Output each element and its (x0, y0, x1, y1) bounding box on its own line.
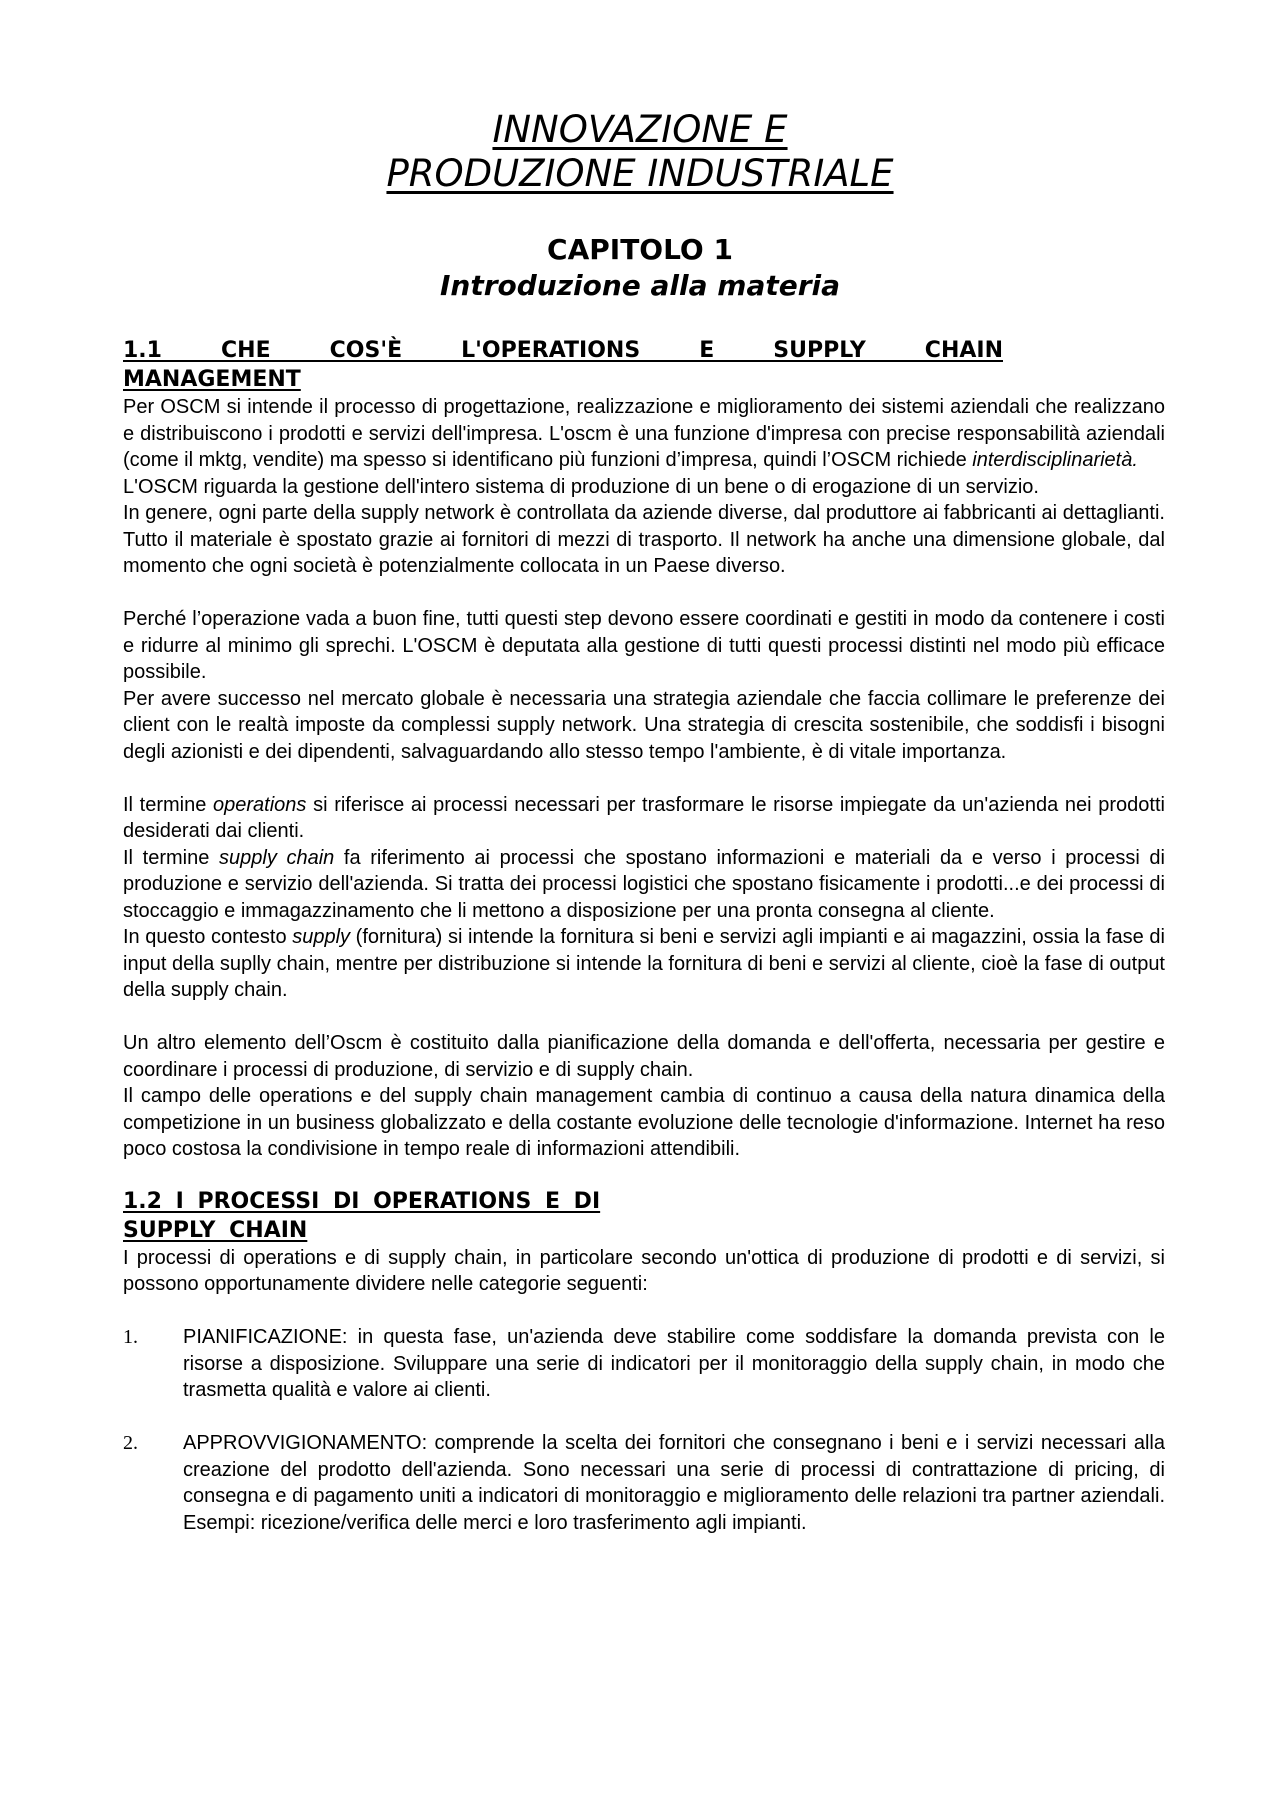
document-title-line-2: PRODUZIONE INDUSTRIALE (386, 152, 894, 195)
section-1-heading-line-1: 1.1 CHE COS'È L'OPERATIONS E SUPPLY CHAIN (123, 338, 1003, 363)
section-1-heading (123, 336, 1003, 394)
paragraph: I processi di operations e di supply chain, in particolare secondo un'ottica di produzione di prodotti e di servizi, si possono opportunamente dividere nelle categorie seguenti: (123, 1246, 1165, 1295)
section-2-heading-line-1: 1.2 I PROCESSI DI OPERATIONS E DI (123, 1188, 601, 1214)
chapter-number: CAPITOLO 1 (547, 233, 733, 266)
emphasis: interdisciplinarietà. (972, 449, 1138, 471)
list-marker: 1. (123, 1326, 138, 1348)
list-item-text: APPROVVIGIONAMENTO: comprende la scelta dei fornitori che consegnano i beni e i servizi necessari alla creazione del prodotto dell'azienda. Sono necessari una serie di processi di contrattazione di pricing, di consegna e di pagamento uniti a indicatori di monitoraggio e miglioramento delle relazioni tra partner aziendali. Esempi: ricezione/verifica delle merci e loro trasferimento agli impianti. (183, 1432, 1165, 1534)
paragraph: Per avere successo nel mercato globale è necessaria una strategia aziendale che faccia collimare le preferenze dei client con le realtà imposte da complessi supply network. Una strategia di crescita sostenibile, che soddisfi i bisogni degli azionisti e dei dipendenti, salvaguardando allo stesso tempo l'ambiente, è di vitale importanza. (123, 687, 1165, 763)
paragraph: L'OSCM riguarda la gestione dell'intero sistema di produzione di un bene o di erogazione di un servizio. (123, 475, 1039, 498)
emphasis: supply (292, 926, 351, 948)
paragraph: Un altro elemento dell’Oscm è costituito dalla pianificazione della domanda e dell'offerta, necessaria per gestire e coordinare i processi di produzione, di servizio e di supply chain. (123, 1032, 1165, 1081)
paragraph: Per OSCM si intende il processo di progettazione, realizzazione e miglioramento dei sistemi aziendali che realizzano e distribuiscono i prodotti e servizi dell'impresa. L'oscm è una funzione d'impresa con precise responsabilità aziendali (come il mktg, vendite) ma spesso si identificano più funzioni d’impresa, quindi l’OSCM richiede interdisciplinarietà. (123, 396, 1165, 471)
paragraph: In questo contesto supply (fornitura) si intende la fornitura si beni e servizi agli impianti e ai magazzini, ossia la fase di input della suplly chain, mentre per distribuzione si intende la fornitura di beni e servizi al cliente, cioè la fase di output della supply chain. (123, 926, 1165, 1001)
document-body (123, 336, 1165, 1536)
paragraph: In genere, ogni parte della supply network è controllata da aziende diverse, dal produttore ai fabbricanti ai dettaglianti. Tutto il materiale è spostato grazie ai fornitori di mezzi di trasporto. Il network ha anche una dimensione globale, dal momento che ogni società è potenzialmente collocata in un Paese diverso. (123, 502, 1165, 577)
chapter-header (0, 232, 1280, 304)
section-1-heading-line-2: MANAGEMENT (123, 367, 301, 392)
list-marker: 2. (123, 1432, 138, 1454)
process-list (123, 1324, 1165, 1536)
list-item (123, 1430, 1165, 1536)
list-item-text: PIANIFICAZIONE: in questa fase, un'azienda deve stabilire come soddisfare la domanda prevista con le risorse a disposizione. Sviluppare una serie di indicatori per il monitoraggio della supply chain, in modo che trasmetta qualità e valore ai clienti. (183, 1326, 1165, 1401)
document-title-line-1: INNOVAZIONE E (492, 108, 788, 151)
emphasis: supply chain (219, 846, 335, 869)
list-item (123, 1324, 1165, 1404)
emphasis: operations (213, 793, 307, 816)
document-title (0, 108, 1280, 196)
paragraph: Il termine supply chain fa riferimento ai processi che spostano informazioni e materiali da e verso i processi di produzione e servizio dell'azienda. Si tratta dei processi logistici che spostano fisicamente i prodotti...e dei processi di stoccaggio e immagazzinamento che li mettono a disposizione per una pronta consegna al cliente. (123, 846, 1165, 922)
section-2-heading (123, 1187, 693, 1245)
section-2-heading-line-2: SUPPLY CHAIN (123, 1217, 308, 1243)
chapter-subtitle: Introduzione alla materia (439, 269, 841, 302)
paragraph: Il termine operations si riferisce ai processi necessari per trasformare le risorse impiegate da un'azienda nei prodotti desiderati dai clienti. (123, 793, 1165, 842)
paragraph: Perché l’operazione vada a buon fine, tutti questi step devono essere coordinati e gestiti in modo da contenere i costi e ridurre al minimo gli sprechi. L'OSCM è deputata alla gestione di tutti questi processi distinti nel modo più efficace possibile. (123, 608, 1165, 683)
paragraph: Il campo delle operations e del supply chain management cambia di continuo a causa della natura dinamica della competizione in un business globalizzato e della costante evoluzione delle tecnologie d'informazione. Internet ha reso poco costosa la condivisione in tempo reale di informazioni attendibili. (123, 1085, 1165, 1160)
